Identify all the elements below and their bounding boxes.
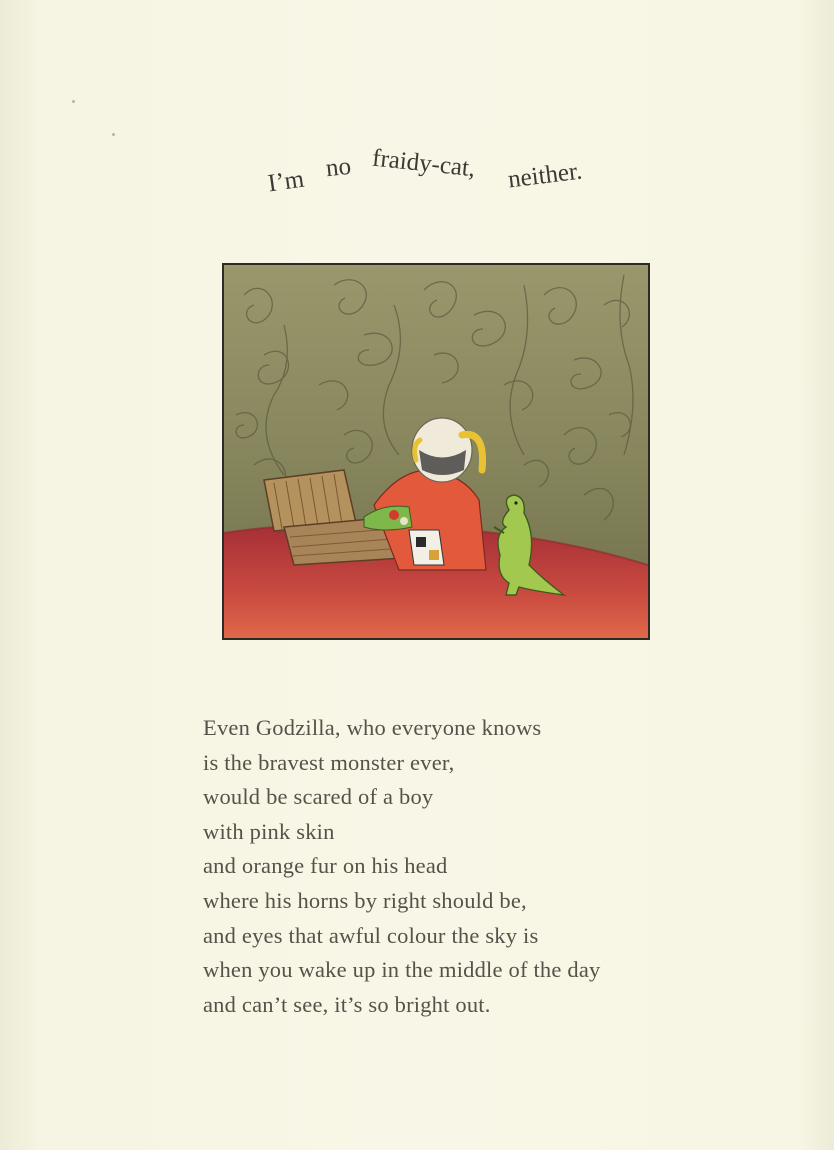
- heading-word-3: fraidy-cat,: [370, 144, 477, 183]
- poem-text: [203, 711, 763, 1022]
- illustration-frame: [222, 263, 650, 640]
- poem-line: Even Godzilla, who everyone knows: [203, 715, 542, 740]
- poem-line: when you wake up in the middle of the day: [203, 957, 601, 983]
- poem-line: and eyes that awful colour the sky is: [203, 922, 539, 948]
- boy-and-toy-dinosaur-illustration: [224, 265, 648, 638]
- poem-line: where his horns by right should be,: [203, 887, 527, 913]
- poem-line: is the bravest monster ever,: [203, 749, 455, 775]
- poem-line: with pink skin: [203, 818, 335, 844]
- heading-word-4: neither.: [506, 157, 584, 194]
- paper-speck: [112, 133, 115, 136]
- poem-line: and orange fur on his head: [203, 853, 448, 879]
- heading-word-1: I’m: [266, 165, 306, 198]
- paper-speck: [72, 100, 75, 103]
- page-heading: [266, 144, 628, 208]
- poem-line: and can’t see, it’s so bright out.: [203, 991, 491, 1017]
- heading-word-2: no: [324, 152, 353, 183]
- poem-line: would be scared of a boy: [203, 784, 434, 810]
